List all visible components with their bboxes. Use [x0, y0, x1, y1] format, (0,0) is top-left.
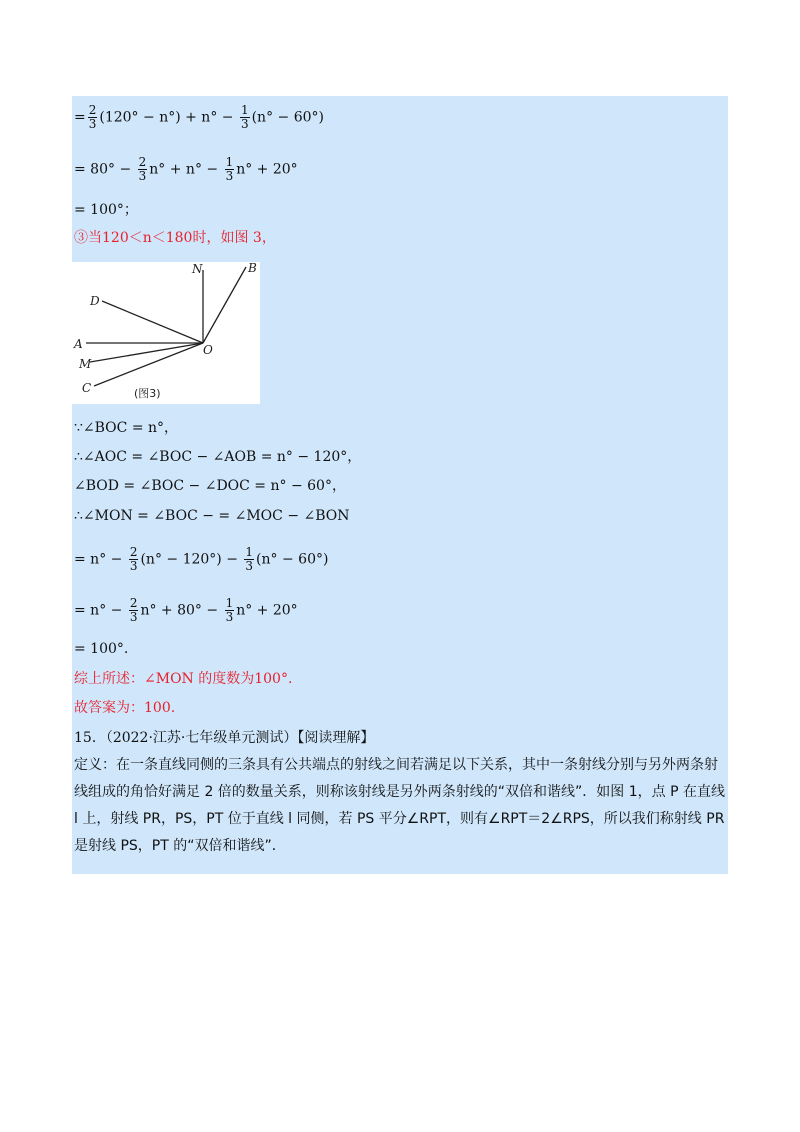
case-3-heading: ③当120＜n＜180时，如图 3， [74, 230, 276, 246]
ray-OM [90, 343, 203, 362]
angle-diagram [72, 262, 260, 404]
eq-sign: = [74, 109, 86, 126]
equation-line-3: = 100°； [74, 202, 138, 218]
equation-line-11: = 100°. [74, 641, 129, 657]
label-N: N [192, 262, 203, 276]
label-M: M [79, 357, 92, 371]
equation-line-10: = n° − $\frac{2}{3}$ n° + 80° − $\frac{1}{3}$ n° + 20° [74, 596, 298, 624]
fraction: $\frac{1}{3}$ [240, 103, 249, 131]
summary-line: 综上所述：∠MON 的度数为100°. [74, 671, 293, 687]
label-O: O [203, 343, 213, 357]
ray-OC [94, 343, 203, 386]
ray-OD [102, 301, 203, 343]
label-B: B [248, 262, 257, 275]
fraction: $\frac{1}{3}$ [245, 545, 254, 573]
ray-OB [203, 267, 246, 343]
answer-line: 故答案为：100. [74, 700, 176, 716]
fraction: $\frac{1}{3}$ [225, 155, 234, 183]
fraction: $\frac{1}{3}$ [225, 596, 234, 624]
fraction: $\frac{2}{3}$ [138, 155, 147, 183]
equation-line-5: ∵∠BOC = n°， [74, 420, 179, 436]
definition-paragraph: 定义：在一条直线同侧的三条具有公共端点的射线之间若满足以下关系，其中一条射线分别与另外两条射线组成的角恰好满足 2 倍的数量关系，则称该射线是另外两条射线的“双倍和谐线”．如图 1，点 P 在直线 l 上，射线 PR，PS，PT 位于直线 l 同侧，若 PS 平分∠RPT，则有∠RPT＝2∠RPS，所以我们称射线 PR 是射线 PS，PT 的“双倍和谐线”． [74, 757, 726, 854]
label-C: C [82, 381, 92, 395]
figure-caption: (图3) [134, 387, 161, 400]
fraction: $\frac{2}{3}$ [88, 103, 97, 131]
label-D: D [90, 294, 100, 308]
figure-3 [72, 262, 260, 404]
equation-line-2: = 80° − $\frac{2}{3}$ n° + n° − $\frac{1}{3}$ n° + 20° [74, 155, 298, 183]
equation-line-1: = $\frac{2}{3}$ (120° − n°) + n° − $\frac{1}{3}$ (n° − 60°) [74, 103, 324, 131]
problem-15-heading: 15．（2022·江苏·七年级单元测试）【阅读理解】 [74, 730, 375, 746]
equation-line-8: ∴∠MON = ∠BOC − = ∠MOC − ∠BON [74, 508, 350, 524]
label-A: A [74, 337, 83, 351]
equation-line-7: ∠BOD = ∠BOC − ∠DOC = n° − 60°， [74, 478, 346, 494]
equation-line-9: = n° − $\frac{2}{3}$ (n° − 120°) − $\frac{1}{3}$ (n° − 60°) [74, 545, 329, 573]
equation-line-6: ∴∠AOC = ∠BOC − ∠AOB = n° − 120°， [74, 449, 362, 465]
fraction: $\frac{2}{3}$ [129, 545, 138, 573]
fraction: $\frac{2}{3}$ [129, 596, 138, 624]
